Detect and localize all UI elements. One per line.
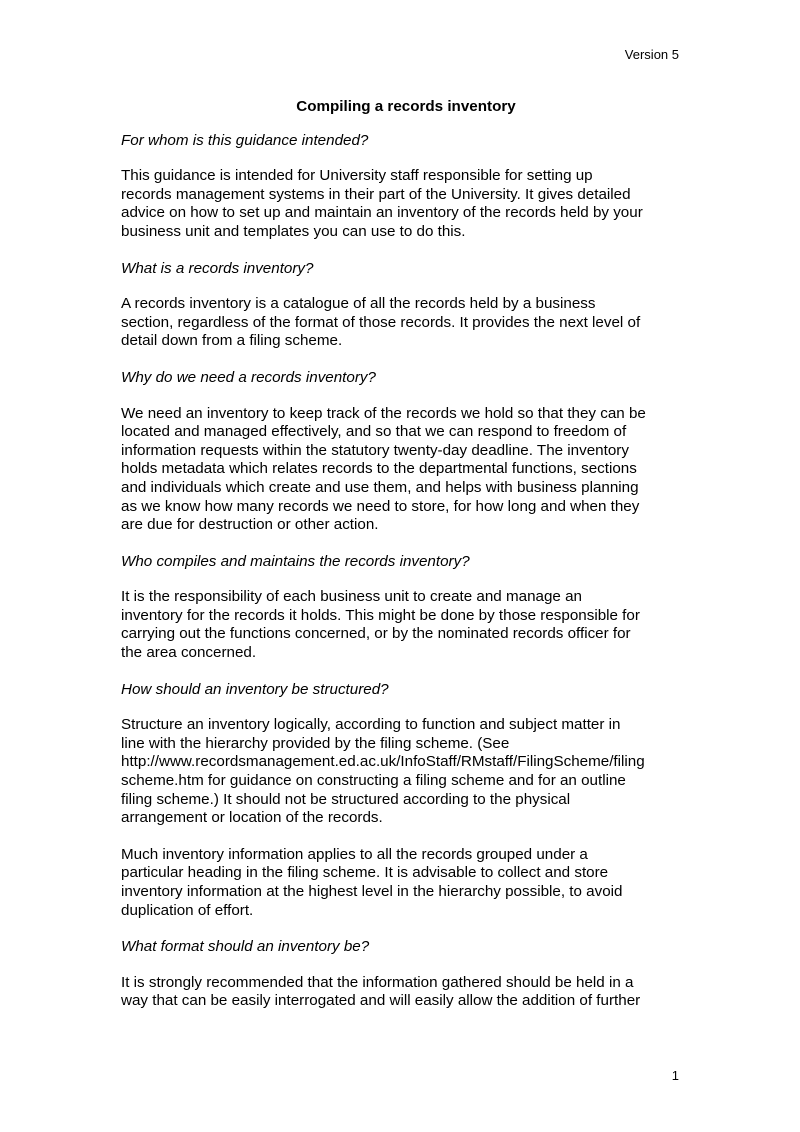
paragraph-line: This guidance is intended for University staff responsible for setting up	[121, 167, 593, 185]
page-number: 1	[671, 1068, 679, 1083]
paragraph-line: carrying out the functions concerned, or by the nominated records officer for	[121, 625, 631, 643]
body-paragraph	[121, 295, 691, 351]
paragraph-line: particular heading in the filing scheme. It is advisable to collect and store	[121, 864, 609, 882]
paragraph-line: arrangement or location of the records.	[121, 809, 383, 827]
paragraph-line: We need an inventory to keep track of the records we hold so that they can be	[121, 404, 646, 422]
paragraph-line: A records inventory is a catalogue of all the records held by a business	[121, 295, 596, 313]
paragraph-line: detail down from a filing scheme.	[121, 332, 343, 350]
section-question: Who compiles and maintains the records inventory?	[121, 552, 470, 570]
paragraph-line: way that can be easily interrogated and will easily allow the addition of further	[121, 992, 641, 1010]
paragraph-line: section, regardless of the format of those records. It provides the next level of	[121, 313, 641, 331]
section-question: For whom is this guidance intended?	[121, 131, 369, 149]
body-paragraph	[121, 846, 691, 920]
paragraph-line: Much inventory information applies to all the records grouped under a	[121, 845, 588, 863]
paragraph-line: advice on how to set up and maintain an inventory of the records held by your	[121, 204, 643, 222]
paragraph-line: located and managed effectively, and so that we can respond to freedom of	[121, 423, 627, 441]
sections-container	[121, 132, 691, 1011]
paragraph-line: inventory information at the highest level in the hierarchy possible, to avoid	[121, 883, 623, 900]
paragraph-line: and individuals which create and use them, and helps with business planning	[121, 478, 639, 496]
body-paragraph	[121, 974, 691, 1011]
section-question: How should an inventory be structured?	[121, 680, 389, 698]
paragraph-line: records management systems in their part of the University. It gives detailed	[121, 185, 631, 203]
version-label: Version 5	[624, 47, 679, 62]
body-paragraph	[121, 405, 691, 535]
paragraph-line: duplication of effort.	[121, 901, 254, 919]
paragraph-line: It is the responsibility of each business unit to create and manage an	[121, 588, 582, 606]
paragraph-line: business unit and templates you can use to do this.	[121, 222, 466, 240]
paragraph-line: are due for destruction or other action.	[121, 516, 379, 534]
paragraph-line: It is strongly recommended that the information gathered should be held in a	[121, 973, 634, 991]
paragraph-line: http://www.recordsmanagement.ed.ac.uk/InfoStaff/RMstaff/FilingScheme/filing	[121, 753, 645, 771]
document-title: Compiling a records inventory	[296, 98, 516, 115]
paragraph-line: inventory for the records it holds. This might be done by those responsible for	[121, 606, 640, 624]
document-body	[121, 98, 691, 1029]
paragraph-line: scheme.htm for guidance on constructing a filing scheme and for an outline	[121, 772, 626, 790]
body-paragraph	[121, 716, 691, 828]
body-paragraph	[121, 167, 691, 241]
paragraph-line: line with the hierarchy provided by the filing scheme. (See	[121, 734, 510, 752]
paragraph-line: holds metadata which relates records to the departmental functions, sections	[121, 460, 637, 478]
body-paragraph	[121, 588, 691, 662]
paragraph-line: information requests within the statutory twenty-day deadline. The inventory	[121, 441, 629, 459]
paragraph-line: as we know how many records we need to store, for how long and when they	[121, 497, 640, 515]
paragraph-line: Structure an inventory logically, according to function and subject matter in	[121, 716, 621, 734]
section-question: What is a records inventory?	[121, 259, 314, 277]
section-question: What format should an inventory be?	[121, 938, 370, 956]
paragraph-line: the area concerned.	[121, 644, 257, 662]
paragraph-line: filing scheme.) It should not be structured according to the physical	[121, 790, 571, 808]
section-question: Why do we need a records inventory?	[121, 368, 376, 386]
